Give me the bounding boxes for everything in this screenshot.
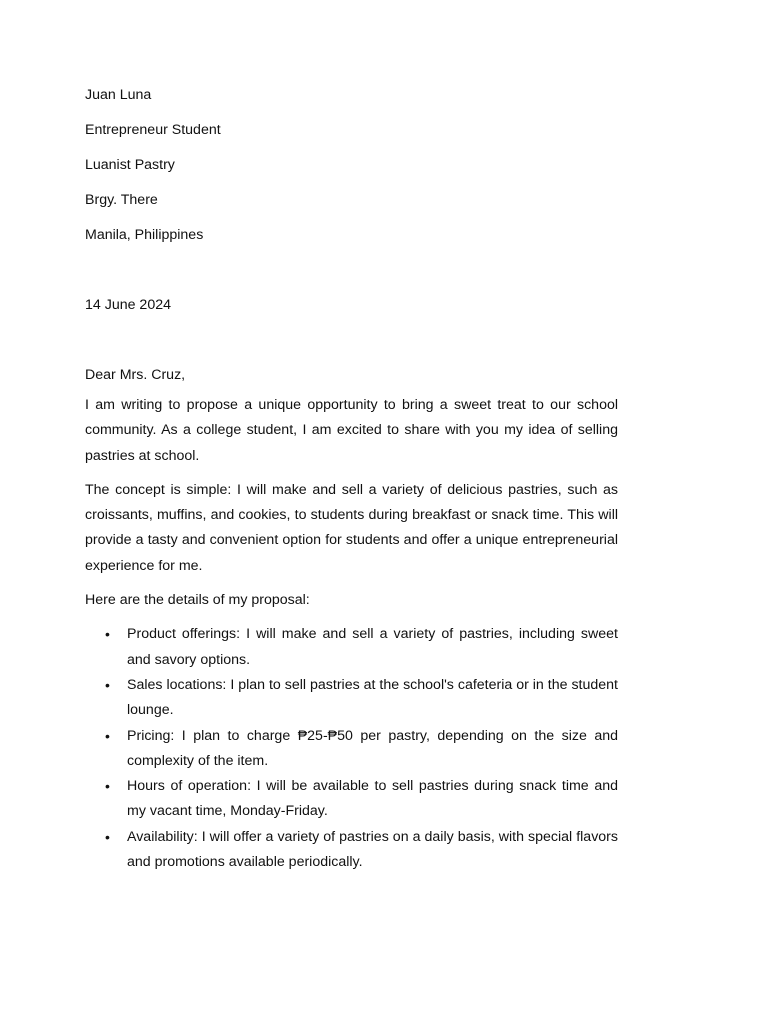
sender-business: Luanist Pastry (85, 157, 175, 173)
list-item-text: Hours of operation: I will be available to sell pastries during snack time and my vacant time, Monday-Friday. (127, 778, 618, 820)
sender-block (85, 86, 618, 244)
bullet-icon: • (105, 727, 110, 744)
list-item-text: Availability: I will offer a variety of pastries on a daily basis, with special flavors and promotions available periodically. (127, 828, 618, 871)
letter-date: 14 June 2024 (85, 297, 171, 313)
bullet-icon: • (105, 828, 110, 845)
bullet-icon: • (105, 778, 110, 795)
list-item (105, 622, 618, 673)
list-item-text: Product offerings: I will make and sell a variety of pastries, including sweet and savory options. (127, 626, 618, 668)
proposal-details-list (85, 622, 618, 875)
sender-title: Entrepreneur Student (85, 122, 221, 138)
list-item (105, 724, 618, 775)
sender-name: Juan Luna (85, 87, 152, 103)
list-item (105, 774, 618, 825)
list-item-text: Sales locations: I plan to sell pastries at the school's cafeteria or in the student lounge. (127, 676, 618, 719)
concept-paragraph: The concept is simple: I will make and sell a variety of delicious pastries, such as croissants, muffins, and cookies, to students during breakfast or snack time. This will provide a tasty and convenient option for students and offer a unique entrepreneurial experience for me. (85, 481, 618, 574)
bullet-icon: • (105, 676, 110, 693)
details-intro-paragraph: Here are the details of my proposal: (85, 592, 310, 609)
intro-paragraph: I am writing to propose a unique opportunity to bring a sweet treat to our school community. As a college student, I am excited to share with you my idea of selling pastries at school. (85, 397, 618, 464)
list-item (105, 825, 618, 876)
list-item (105, 673, 618, 724)
salutation: Dear Mrs. Cruz, (85, 367, 186, 383)
sender-barangay: Brgy. There (85, 192, 158, 208)
letter-page (85, 86, 618, 875)
sender-city: Manila, Philippines (85, 227, 204, 243)
bullet-icon: • (105, 626, 110, 643)
list-item-text: Pricing: I plan to charge ₱25-₱50 per pastry, depending on the size and complexity of the item. (127, 727, 618, 769)
